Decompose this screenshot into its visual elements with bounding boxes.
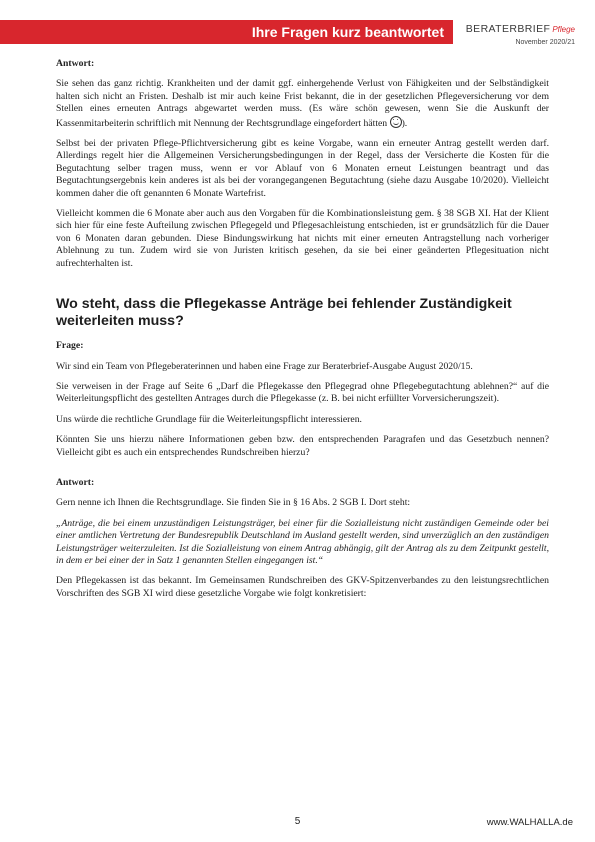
banner-title: Ihre Fragen kurz beantwortet xyxy=(251,24,444,40)
page-number: 5 xyxy=(294,816,301,827)
brand-subtitle: Pflege xyxy=(552,25,575,34)
paragraph: Könnten Sie uns hierzu nähere Informationen geben bzw. den entsprechenden Paragrafen und das Gesetzbuch nennen? Vielleicht gibt es auch ein entsprechendes Rundschreiben hierzu? xyxy=(56,434,549,458)
brand-block xyxy=(462,19,575,46)
answer-label: Antwort: xyxy=(56,476,95,488)
brand-name: BERATERBRIEF xyxy=(465,23,551,35)
paragraph: Wir sind ein Team von Pflegeberaterinnen und haben eine Frage zur Beraterbrief-Ausgabe August 2020/15. xyxy=(56,360,473,372)
issue-date: November 2020/21 xyxy=(515,39,575,46)
answer-label: Antwort: xyxy=(56,58,95,69)
article-body xyxy=(56,58,549,608)
smiley-icon xyxy=(390,116,402,128)
paragraph: Uns würde die rechtliche Grundlage für die Weiterleitungspflicht interessieren. xyxy=(56,413,362,425)
paragraph: Gern nenne ich Ihnen die Rechtsgrundlage. Sie finden Sie in § 16 Abs. 2 SGB I. Dort steht: xyxy=(56,497,411,509)
publisher-url[interactable]: www.WALHALLA.de xyxy=(486,817,573,828)
paragraph xyxy=(56,78,549,130)
paragraph: Selbst bei der privaten Pflege-Pflichtversicherung gibt es keine Vorgabe, wann ein erneuter Antrag gestellt werden darf. Allerdings regelt hier die Allgemeinen Versicherungsbedingungen in der Regel, dass der Versicherte die Kosten für die Begutachtung selber tragen muss, wenn er vor Ablauf von 6 Monaten erneut Leistungen beantragt und das Begutachtungsergebnis kein anderes ist als bei der vorangegangenen Begutachtung (siehe dazu Ausgabe 10/2020). Vielleicht kommen daher die oft genannten 6 Monate Wartefrist. xyxy=(56,138,549,199)
legal-quote: „Anträge, die bei einem unzuständigen Leistungsträger, bei einer für die Sozialleistung nicht zuständigen Gemeinde oder bei einer amtlichen Vertretung der Bundesrepublik Deutschland im Ausland gestellt werden, sind unverzüglich an den zuständigen Leistungsträger weiterzuleiten. Ist die Sozialleistung von einem Antrag abhängig, gilt der Antrag als zu dem Zeitpunkt gestellt, in dem er bei einer der in Satz 1 genannten Stellen eingegangen ist.“ xyxy=(56,517,549,566)
paragraph: Den Pflegekassen ist das bekannt. Im Gemeinsamen Rundschreiben des GKV-Spitzenverbandes zu den leistungsrechtlichen Vorschriften des SGB XI wird diese gesetzliche Vorgabe wie folgt konkretisiert: xyxy=(56,575,549,599)
paragraph: Vielleicht kommen die 6 Monate aber auch aus den Vorgaben für die Kombinationsleistung gem. § 38 SGB XI. Hat der Klient sich hier für eine feste Aufteilung zwischen Pflegegeld und Pflegesachleistung entschieden, ist er grundsätzlich für die Dauer von 6 Monaten daran gebunden. Diese Bindungswirkung hat nichts mit einer erneuten Antragstellung nach vorheriger Ablehnung zu tun. Zudem wird sie von Juristen kritisch gesehen, da sie bei einer geänderten Pflegesituation nicht aufrechterhalten ist. xyxy=(56,208,549,269)
section-banner xyxy=(0,20,453,44)
paragraph-text-end: ). xyxy=(401,117,408,129)
paragraph: Sie verweisen in der Frage auf Seite 6 „Darf die Pflegekasse den Pflegegrad ohne Pflegebegutachtung ablehnen?“ auf die Weiterleitungspflicht des gestellten Antrages durch die Pflegekasse (z. B. bei nicht erfüllter Vorversicherungszeit). xyxy=(56,380,549,405)
paragraph-text: Sie sehen das ganz richtig. Krankheiten und der damit ggf. einhergehende Verlust von Fähigkeiten und der Selbständigkeit halten sich nicht an Fristen. Deshalb ist mir auch keine Frist bekannt, die in der gesetzlichen Pflegeversicherung vor dem Stellen eines erneuten Antrags abgewartet werden muss. (Es wäre schön gewesen, wenn Sie die Auskunft der Kassenmitarbeiterin schriftlich mit Nennung der Rechtsgrundlage eingefordert hätten xyxy=(56,78,549,129)
question-label: Frage: xyxy=(56,340,84,352)
section-heading: Wo steht, dass die Pflegekasse Anträge bei fehlender Zuständigkeit weiterleiten muss? xyxy=(56,296,512,330)
